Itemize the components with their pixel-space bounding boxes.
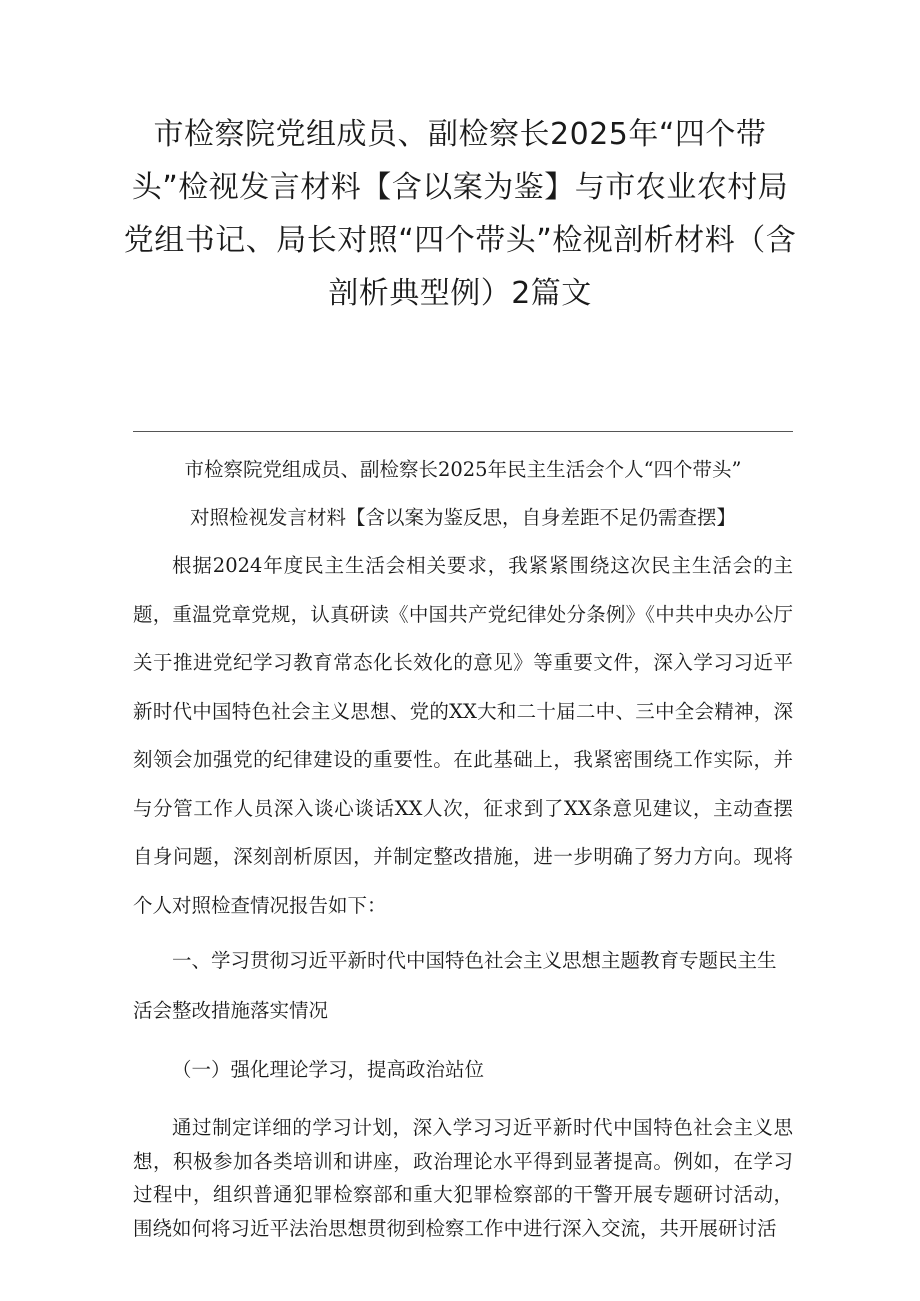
intro-paragraph: 根据2024年度民主生活会相关要求，我紧紧围绕这次民主生活会的主题，重温党章党规，认真研读《中国共产党纪律处分条例》《中共中央办公厅关于推进党纪学习教育常态化长效化的意见》等重要文件，深入学习习近平新时代中国特色社会主义思想、党的XX大和二十届二中、三中全会精神，深刻领会加强党的纪律建设的重要性。在此基础上，我紧密围绕工作实际，并与分管工作人员深入谈心谈话XX人次，征求到了XX条意见建议，主动查摆自身问题，深刻剖析原因，并制定整改措施，进一步明确了努力方向。现将个人对照检查情况报告如下： (133, 554, 793, 917)
document-main-title: 市检察院党组成员、副检察长2025年“四个带头”检视发言材料【含以案为鉴】与市农业农村局党组书记、局长对照“四个带头”检视剖析材料（含剖析典型例）2篇文 (123, 117, 797, 311)
document-body (133, 446, 793, 1245)
subtitle-line-2: 对照检视发言材料【含以案为鉴反思，自身差距不足仍需查摆】 (189, 506, 736, 529)
subtitle-line-1: 市检察院党组成员、副检察长2025年民主生活会个人“四个带头” (184, 458, 742, 481)
subsection-paragraph-1: 通过制定详细的学习计划，深入学习习近平新时代中国特色社会主义思想，积极参加各类培训和讲座，政治理论水平得到显著提高。例如，在学习过程中，组织普通犯罪检察部和重大犯罪检察部的干警开展专题研讨活动，围绕如何将习近平法治思想贯彻到检察工作中进行深入交流，共开展研讨活 (133, 1116, 793, 1240)
title-divider (133, 431, 793, 432)
section-heading-1: 一、学习贯彻习近平新时代中国特色社会主义思想主题教育专题民主生活会整改措施落实情况 (133, 949, 777, 1022)
subsection-heading-1: （一）强化理论学习，提高政治站位 (172, 1058, 485, 1081)
